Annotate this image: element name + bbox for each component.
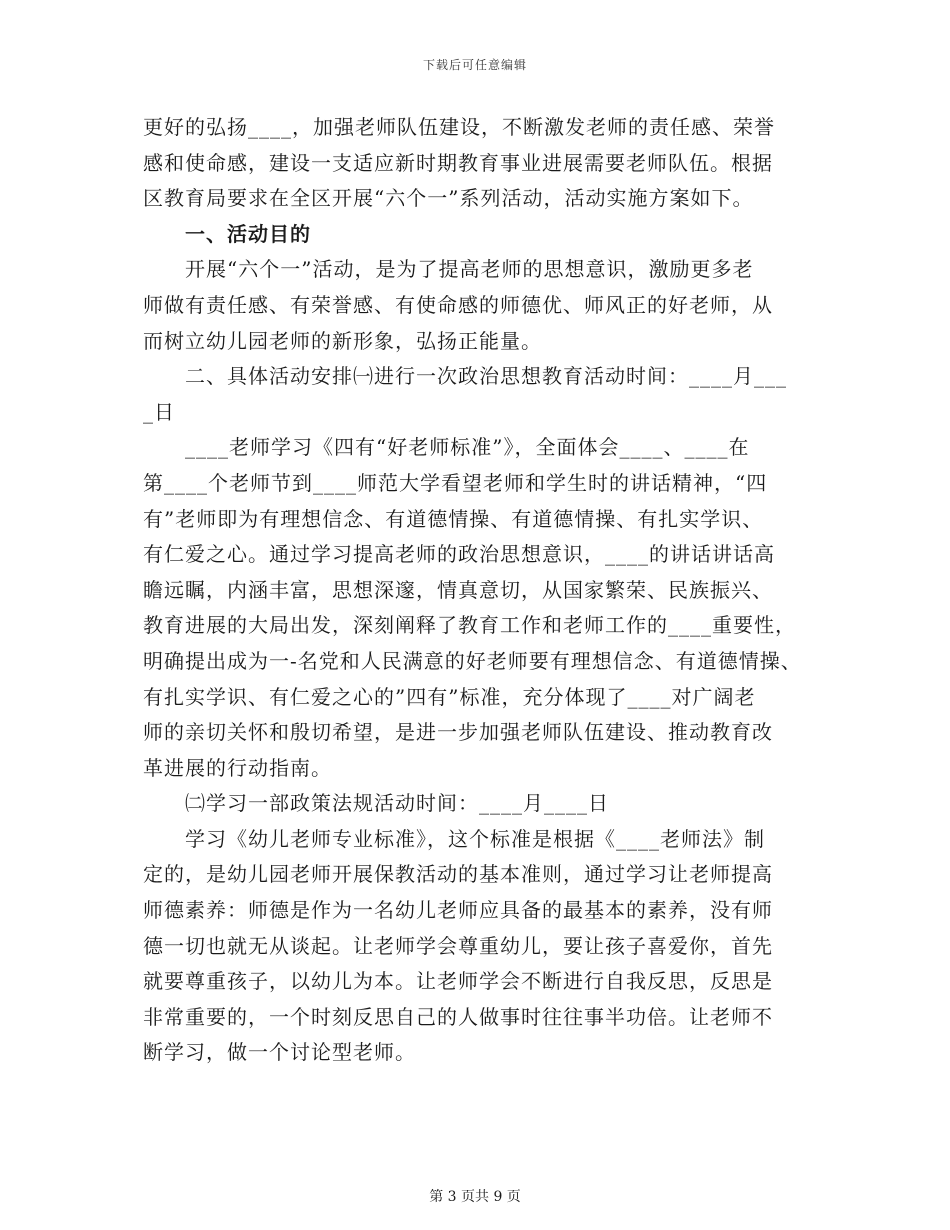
page-header-note: 下载后可任意编辑 xyxy=(422,58,527,72)
text-line: 有”老师即为有理想信念、有道德情操、有道德情操、有扎实学识、 xyxy=(143,506,764,531)
page-number-footer: 第 3 页共 9 页 xyxy=(429,1189,521,1205)
text-line: 有扎实学识、有仁爱之心的”四有”标准，充分体现了____对广阔老 xyxy=(143,684,756,709)
text-line: 师的亲切关怀和殷切希望，是进一步加强老师队伍建设、推动教育改 xyxy=(143,720,773,745)
text-line: 更好的弘扬____，加强老师队伍建设，不断激发老师的责任感、荣誉 xyxy=(143,115,775,139)
text-line: 明确提出成为一-名党和人民满意的好老师要有理想信念、有道德情操、 xyxy=(143,648,802,673)
text-line: ____老师学习《四有“好老师标准”》，全面体会____、____在 xyxy=(185,435,750,460)
text-line: 革进展的行动指南。 xyxy=(143,755,332,780)
text-line: 德一切也就无从谈起。让老师学会尊重幼儿，要让孩子喜爱你，首先 xyxy=(143,933,773,958)
text-line: 开展“六个一”活动，是为了提高老师的思想意识，激励更多老 xyxy=(185,257,754,282)
section-heading: 一、活动目的 xyxy=(185,221,311,246)
text-line: 感和使命感，建设一支适应新时期教育事业进展需要老师队伍。根据 xyxy=(143,150,773,175)
text-line: 有仁爱之心。通过学习提高老师的政治思想意识，____的讲话讲话高 xyxy=(143,542,775,567)
text-line: 学习《幼儿老师专业标准》，这个标准是根据《____老师法》制 xyxy=(185,826,765,851)
text-line: 区教育局要求在全区开展“六个一”系列活动，活动实施方案如下。 xyxy=(143,186,754,211)
text-line: 师做有责任感、有荣誉感、有使命感的师德优、师风正的好老师，从 xyxy=(143,292,773,317)
text-line: 非常重要的，一个时刻反思自己的人做事时往往事半功倍。让老师不 xyxy=(143,1004,773,1029)
text-line: 定的，是幼儿园老师开展保教活动的基本准则，通过学习让老师提高 xyxy=(143,862,773,887)
text-line: 第____个老师节到____师范大学看望老师和学生时的讲话精神，“四 xyxy=(143,470,768,495)
text-line: 断学习，做一个讨论型老师。 xyxy=(143,1040,416,1065)
text-line: 教育进展的大局出发，深刻阐释了教育工作和老师工作的____重要性， xyxy=(143,613,796,638)
text-line: 就要尊重孩子，以幼儿为本。让老师学会不断进行自我反思，反思是 xyxy=(143,969,773,994)
section-heading: 二、具体活动安排㈠进行一次政治思想教育活动时间：____月___ xyxy=(185,364,787,389)
text-line: 师德素养：师德是作为一名幼儿老师应具备的最基本的素养，没有师 xyxy=(143,898,773,923)
document-body xyxy=(143,110,823,1071)
text-line: 而树立幼儿园老师的新形象，弘扬正能量。 xyxy=(143,328,542,353)
subsection-heading: ㈡学习一部政策法规活动时间：____月____日 xyxy=(185,791,609,816)
text-line: 瞻远瞩，内涵丰富，思想深邃，情真意切，从国家繁荣、民族振兴、 xyxy=(143,577,773,602)
text-line: _日 xyxy=(143,399,175,424)
